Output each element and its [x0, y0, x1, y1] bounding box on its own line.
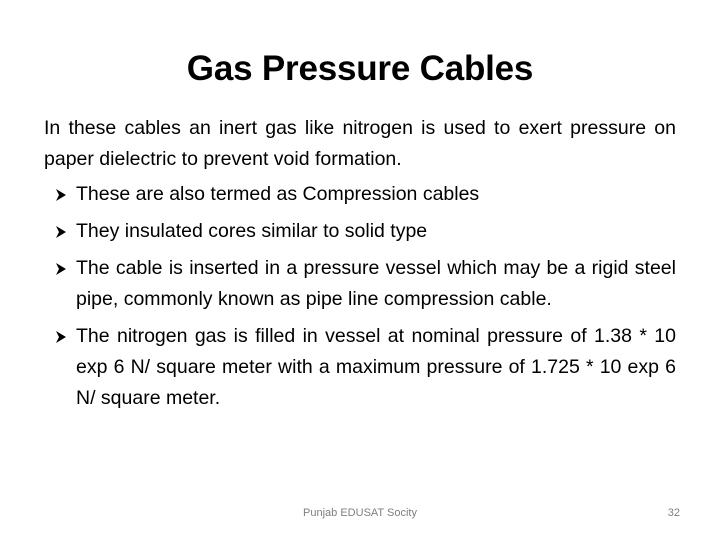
arrowhead-bullet-icon	[53, 179, 71, 210]
bullet-text: The cable is inserted in a pressure vessel which may be a rigid steel pipe, commonly known as pipe line compression cable.	[76, 257, 676, 310]
slide-title: Gas Pressure Cables	[186, 49, 534, 88]
arrowhead-bullet-icon	[53, 321, 71, 352]
arrowhead-bullet-icon	[53, 253, 71, 284]
bullet-text: They insulated cores similar to solid type	[76, 220, 428, 242]
bullet-item	[44, 253, 676, 315]
arrowhead-bullet-icon	[53, 216, 71, 247]
bullet-item	[44, 321, 676, 414]
bullet-text: The nitrogen gas is filled in vessel at nominal pressure of 1.38 * 10 exp 6 N/ square meter with a maximum pressure of 1.725 * 10 exp 6 N/ square meter.	[76, 325, 676, 409]
bullet-item	[44, 179, 676, 210]
bullet-text: These are also termed as Compression cables	[76, 183, 480, 205]
bullet-item	[44, 216, 676, 247]
footer-source: Punjab EDUSAT Socity	[303, 507, 417, 519]
page-number: 32	[667, 507, 680, 519]
bullet-list	[44, 179, 676, 414]
intro-paragraph: In these cables an inert gas like nitrogen is used to exert pressure on paper dielectric to prevent void formation.	[44, 117, 676, 170]
slide-content	[44, 113, 676, 420]
